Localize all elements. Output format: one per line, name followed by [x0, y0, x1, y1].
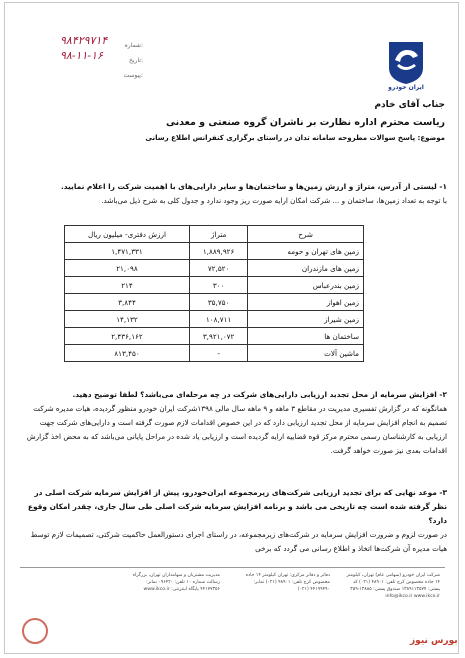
table-cell: ۱۰۸,۷۱۱ [189, 311, 247, 328]
side-strip [3, 575, 11, 645]
table-row [65, 243, 364, 260]
attachment-label: پیوست: [123, 72, 143, 79]
table-row [65, 260, 364, 277]
table-cell: زمین های مازندران [248, 260, 364, 277]
ikco-logo-icon [385, 38, 427, 86]
date-row [58, 49, 143, 68]
recipient-office: ریاست محترم اداره نظارت بر ناشران گروه صنعتی و معدنی [165, 117, 445, 128]
table-cell: زمین بندرعباس [248, 277, 364, 294]
footer-company-address: شرکت ایران خودرو (سهامی عام) تهران، کیلومتر ۱۴ جاده مخصوص کرج تلفن: ۴۸۹۰۱ (۰۲۱) کد پستی: ۱۳۸۹۱۱۳۵۷۷ صندوق پستی: ۱۳۸۸۵-۳۵۹ info@ikco.ir www.ikco.ir [346, 573, 440, 599]
table-header: ارزش دفتری- میلیون ریال [65, 226, 190, 243]
watermark: بورس نیوز [410, 636, 458, 646]
letter-meta [58, 34, 143, 83]
table-cell: ۱۴,۱۳۲ [65, 311, 190, 328]
table-cell: زمین شیراز [248, 311, 364, 328]
salutation: جناب آقای خادم [374, 100, 445, 110]
table-cell: ۲,۴۳۶,۱۶۲ [65, 328, 190, 345]
answer-3: در صورت لزوم و ضرورت افزایش سرمایه در شرکت‌های زیرمجموعه، در راستای اجرای دستورالعمل حاکمیت شرکتی، تصمیمات لازم توسط هیات مدیره آن شرکت‌ها اتخاذ و اطلاع رسانی می گردد که برخی [30, 530, 447, 553]
letter-subject: موضوع: پاسخ سوالات مطروحه سامانه تدان در راستای برگزاری کنفرانس اطلاع رسانی [145, 134, 445, 142]
answer-1: با توجه به تعداد زمین‌ها، ساختمان و ... شرکت امکان ارایه صورت ریز وجود ندارد و جدول کلی به شرح ذیل می‌باشد. [101, 196, 447, 205]
table-cell: ۳۵,۷۵۰ [189, 294, 247, 311]
answer-2: همانگونه که در گزارش تفسیری مدیریت در مقاطع ۳ ماهه و ۹ ماهه سال مالی ۱۳۹۸شرکت ایران خودرو منظور گردیده، هیات مدیره شرکت تصمیم به انجام افزایش سرمایه از محل تجدید ارزیابی دارد که در این خصوص اقدامات لازم صورت گرفته است و دارایی‌های شرکت جهت ارزیابی به کارشناسان رسمی محترم مرکز قوه قضاییه ارایه گردیده است و ارزیابی یاد شده در مراحل پایانی می‌باشد که به محض اخذ گزارش اقدامات بعدی نیز صورت خواهد گرفت. [26, 404, 447, 455]
question-3-block [22, 486, 447, 556]
table-cell: ۸۱۳,۴۵۰ [65, 345, 190, 362]
number-label: شماره: [124, 42, 143, 49]
table-header-row [65, 226, 364, 243]
table-row [65, 311, 364, 328]
table-cell: ۱,۸۸۹,۹۲۶ [189, 243, 247, 260]
footer-office-address: دفاتر و دفاتر مرکزی: تهران کیلومتر ۱۴ جاده مخصوص کرج تلفن: ۴۸۹۰۱ (۰۲۱) نمابر: ۴۴۱۹۹۴۹۰ (۰۲۱) [245, 573, 330, 592]
question-3: ۳- موعد نهایی که برای تجدید ارزیابی شرکت‌های زیرمجموعه ایران‌خودرو، پیش از افزایش سرمایه شرکت اصلی در نظر گرفته شده است چه تاریخی می باشد و برنامه افزایش سرمایه شرکت اصلی طی سال جاری، چقدر امکان وقوع دارد؟ [27, 488, 447, 525]
question-2: ۲- افزایش سرمایه از محل تجدید ارزیابی دارایی‌های شرکت در چه مرحله‌ای می‌باشد؟ لطفا توضیح دهید. [72, 390, 447, 399]
table-header: شرح [248, 226, 364, 243]
table-cell: ساختمان ها [248, 328, 364, 345]
table-cell: ۷۲,۵۲۰ [189, 260, 247, 277]
table-cell: ۳,۸۴۴ [65, 294, 190, 311]
date-label: تاریخ: [129, 57, 143, 64]
question-2-block [22, 388, 447, 458]
table-cell: ۲۱۴ [65, 277, 190, 294]
table-cell: ۲۱,۰۹۸ [65, 260, 190, 277]
table-row [65, 345, 364, 362]
footer-divider [20, 567, 445, 568]
question-1-block [22, 180, 447, 208]
stamp-icon [22, 618, 48, 644]
table-cell: زمین اهواز [248, 294, 364, 311]
logo-text: ایران خودرو [388, 84, 424, 91]
table-row [65, 328, 364, 345]
table-cell: ۳,۹۲۱,۰۷۲ [189, 328, 247, 345]
table-cell: ۳۰۰ [189, 277, 247, 294]
table-cell: زمین های تهران و حومه [248, 243, 364, 260]
table-cell: - [189, 345, 247, 362]
table-cell: ۱,۴۷۱,۳۳۱ [65, 243, 190, 260]
footer-shareholders-address: مدیریت مشتریان و سهامداران تهران، بزرگراه رسالت شماره ۱۰ تلفن: ۰۹۶۴۲۰ نمابر: ۴۴۱۷۷۳۵۶ پایگاه اینترنتی: www.ikco.ir [132, 573, 220, 592]
letter-date: ۹۸-۱۱-۱۶ [60, 49, 103, 62]
letter-number: ۹۸۴۲۹۷۱۴ [60, 34, 108, 47]
table-cell: ماشین آلات [248, 345, 364, 362]
question-1: ۱- لیستی از آدرس، متراژ و ارزش زمین‌ها و ساختمان‌ها و سایر دارایی‌های با اهمیت شرکت را اعلام نمایید. [60, 182, 447, 191]
attachment-row [58, 68, 143, 83]
table-row [65, 294, 364, 311]
table-row [65, 277, 364, 294]
table-header: متراژ [189, 226, 247, 243]
assets-table [64, 225, 364, 362]
